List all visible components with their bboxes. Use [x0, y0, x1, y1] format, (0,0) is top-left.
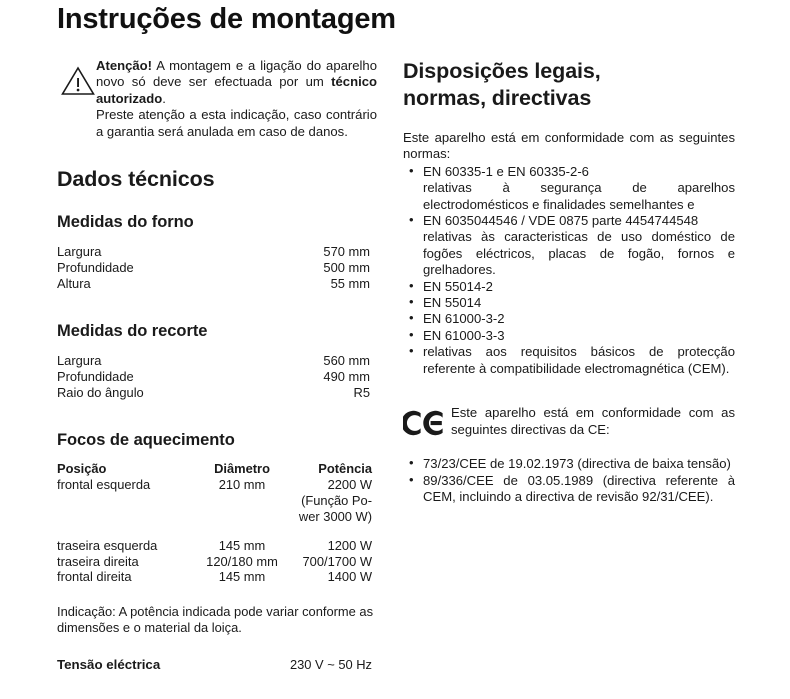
table-row	[57, 477, 372, 493]
spec-label: Largura	[57, 353, 102, 369]
voltage-label: Tensão eléctrica	[57, 657, 161, 673]
standard-main: EN 55014-2	[423, 278, 493, 294]
standards-list	[403, 164, 735, 377]
list-item	[408, 456, 735, 472]
table-row	[57, 260, 370, 276]
zone-position: traseira direita	[57, 553, 139, 569]
column-header-position: Posição	[57, 461, 107, 477]
zone-diameter: 120/180 mm	[206, 553, 278, 569]
table-row	[57, 554, 372, 570]
standard-main: EN 61000-3-3	[423, 327, 505, 343]
spec-value: 490 mm	[323, 369, 370, 385]
page-title: Instruções de montagem	[57, 3, 396, 35]
spec-label: Largura	[57, 244, 102, 260]
zone-diameter	[197, 493, 287, 509]
cutout-dimensions-table	[57, 353, 370, 401]
power-note: Indicação: A potência indicada pode variar conforme as dimensões e o material da loiça.	[57, 604, 374, 636]
zone-position: traseira esquerda	[57, 537, 158, 553]
spec-value: 500 mm	[323, 260, 370, 276]
section-title-technical-data: Dados técnicos	[57, 167, 215, 192]
standard-main: EN 60335-1 e EN 60335-2-6	[423, 163, 589, 179]
warning-notice	[57, 58, 377, 140]
spec-label: Profundidade	[57, 369, 134, 385]
zone-position: frontal esquerda	[57, 476, 151, 492]
table-row	[57, 493, 372, 509]
zone-position	[57, 493, 197, 509]
directive-text: • 73/23/CEE de 19.02.1973 (directiva de baixa tensão)	[423, 456, 731, 472]
heading-oven-dimensions: Medidas do forno	[57, 213, 194, 232]
table-row	[57, 244, 370, 260]
list-item	[408, 164, 735, 213]
column-header-power: Potência	[318, 461, 372, 477]
list-item	[408, 473, 735, 506]
zone-diameter: 145 mm	[218, 569, 266, 585]
zone-diameter	[197, 509, 287, 525]
oven-dimensions-table	[57, 244, 370, 292]
voltage-row	[57, 657, 372, 672]
heating-zones-table	[57, 461, 372, 585]
section-title-legal	[403, 58, 738, 111]
heading-heating-zones: Focos de aquecimento	[57, 431, 235, 450]
zone-power: 1200 W	[327, 537, 372, 553]
spec-label: Altura	[57, 276, 91, 292]
list-item	[408, 344, 735, 377]
zone-diameter: 210 mm	[218, 476, 266, 492]
directive-text: • 89/336/CEE de 03.05.1989 (directiva referente à CEM, incluindo a directiva de revisão 92/31/CEE).	[423, 472, 735, 504]
list-item	[408, 213, 735, 279]
list-item	[408, 295, 735, 311]
list-item	[408, 328, 735, 344]
left-column	[57, 58, 377, 672]
warning-paragraph-2: Preste atenção a esta indicação, caso contrário a garantia será anulada em caso de danos.	[96, 107, 377, 139]
spec-value: R5	[353, 385, 370, 401]
list-item	[408, 279, 735, 295]
standard-main: EN 55014	[423, 295, 482, 311]
ce-conformity-block	[403, 405, 738, 439]
zone-power: 2200 W	[327, 476, 372, 492]
warning-text	[96, 58, 377, 140]
table-row	[57, 538, 372, 554]
warning-triangle-icon	[61, 66, 95, 96]
standard-main: EN 6035044546 / VDE 0875 parte 4454744548	[423, 213, 699, 229]
zone-power: wer 3000 W)	[298, 508, 372, 524]
heading-cutout-dimensions: Medidas do recorte	[57, 322, 208, 341]
zone-position: frontal direita	[57, 569, 132, 585]
warning-bold-tail: técnico autorizado	[96, 74, 377, 106]
standard-main: EN 61000-3-2	[423, 311, 505, 327]
table-row	[57, 369, 370, 385]
warning-punct: .	[162, 90, 166, 106]
spec-value: 570 mm	[323, 244, 370, 260]
right-column	[403, 58, 738, 505]
list-item	[408, 311, 735, 327]
table-row	[57, 385, 370, 401]
table-row	[57, 509, 372, 525]
standard-main: • relativas aos requisitos básicos de protecção referente à compatibilidade electromagnética (CEM).	[423, 344, 735, 376]
zone-power: (Função Po-	[301, 492, 372, 508]
section-title-legal-line1: Disposições legais,	[403, 59, 601, 83]
ce-mark-icon	[403, 410, 445, 436]
ce-directives-list	[403, 456, 735, 505]
spec-value: 55 mm	[330, 276, 370, 292]
table-row	[57, 569, 372, 585]
voltage-value: 230 V ~ 50 Hz	[289, 657, 372, 673]
zone-power: 700/1700 W	[302, 553, 372, 569]
zone-power: 1400 W	[327, 569, 372, 585]
spec-label: Profundidade	[57, 260, 134, 276]
legal-intro-text: Este aparelho está em conformidade com as seguintes normas:	[403, 130, 735, 162]
zone-position	[57, 509, 197, 525]
standard-detail: relativas à segurança de aparelhos electrodomésticos e finalidades semelhantes e	[423, 180, 735, 212]
spec-value: 560 mm	[323, 353, 370, 369]
section-title-legal-line2: normas, directivas	[403, 85, 592, 110]
standard-detail: relativas às caracteristicas de uso doméstico de fogões eléctricos, placas de fogão, fornos e grelhadores.	[423, 229, 735, 278]
ce-conformity-text: Este aparelho está em conformidade com as seguintes directivas da CE:	[451, 405, 735, 437]
warning-bold-lead: Atenção!	[96, 58, 153, 73]
table-row	[57, 353, 370, 369]
warning-body: A montagem e a ligação do aparelho novo só deve ser efectuada por um	[96, 58, 377, 90]
spec-label: Raio do ângulo	[57, 385, 144, 401]
zone-diameter: 145 mm	[218, 537, 266, 553]
table-header-row	[57, 461, 372, 477]
table-row	[57, 276, 370, 292]
column-header-diameter: Diâmetro	[214, 461, 270, 477]
table-spacer-row	[57, 525, 372, 538]
